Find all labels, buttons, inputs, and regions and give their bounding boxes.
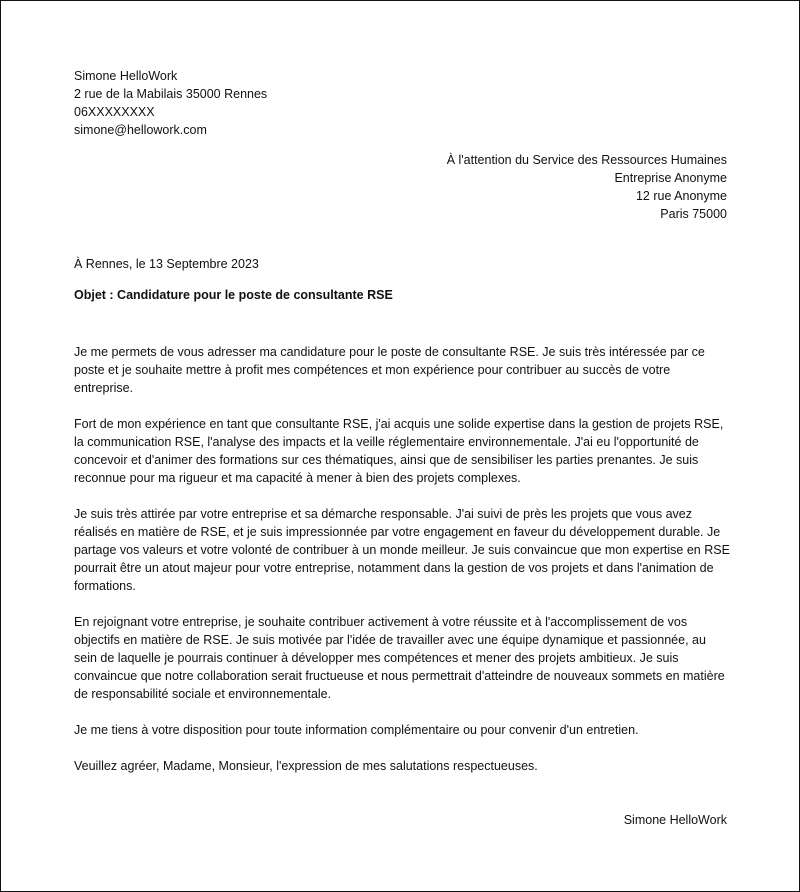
letter-date: À Rennes, le 13 Septembre 2023: [74, 257, 259, 271]
recipient-city: Paris 75000: [660, 207, 727, 221]
body-paragraph: En rejoignant votre entreprise, je souhaite contribuer activement à votre réussite et à l'accomplissement de vos objectifs en matière de RSE. Je suis motivée par l'idée de travailler avec une équipe dynamique et passionnée, au sein de laquelle je pourrais continuer à développer mes compétences et mener des projets ambitieux. Je suis convaincue que notre collaboration serait fructueuse et nous permettrait d'atteindre de nouveaux sommets en matière de responsabilité sociale et environnementale.: [74, 615, 725, 701]
sender-email: simone@hellowork.com: [74, 123, 207, 137]
sender-address: 2 rue de la Mabilais 35000 Rennes: [74, 87, 268, 101]
body-paragraph: Je me tiens à votre disposition pour toute information complémentaire ou pour convenir d'un entretien.: [74, 723, 639, 737]
recipient-block: [447, 151, 727, 223]
body-paragraph: Je me permets de vous adresser ma candidature pour le poste de consultante RSE. Je suis très intéressée par ce poste et je souhaite mettre à profit mes compétences et mon expérience pour contribuer au succès de votre entreprise.: [74, 345, 705, 395]
letter-subject: Objet : Candidature pour le poste de consultante RSE: [74, 288, 393, 302]
sender-phone: 06XXXXXXXX: [74, 105, 155, 119]
letter-body: [74, 343, 730, 793]
body-paragraph: Fort de mon expérience en tant que consultante RSE, j'ai acquis une solide expertise dans la gestion de projets RSE, la communication RSE, l'analyse des impacts et la veille réglementaire environnementale. J'ai eu l'opportunité de concevoir et d'animer des formations sur ces thématiques, ainsi que de sensibiliser les parties prenantes. Je suis reconnue pour ma rigueur et ma capacité à mener à bien des projets complexes.: [74, 417, 724, 485]
signature: Simone HelloWork: [623, 813, 727, 827]
recipient-company: Entreprise Anonyme: [614, 171, 727, 185]
recipient-street: 12 rue Anonyme: [635, 189, 727, 203]
sender-block: [74, 67, 267, 139]
sender-name: Simone HelloWork: [74, 69, 178, 83]
body-paragraph: Je suis très attirée par votre entreprise et sa démarche responsable. J'ai suivi de près les projets que vous avez réalisés en matière de RSE, et je suis impressionnée par votre engagement en faveur du développement durable. Je partage vos valeurs et votre volonté de contribuer à un monde meilleur. Je suis convaincue que mon expertise en RSE pourrait être un atout majeur pour votre entreprise, notamment dans la gestion de vos projets et dans l'animation de formations.: [74, 507, 730, 593]
closing-paragraph: Veuillez agréer, Madame, Monsieur, l'expression de mes salutations respectueuses.: [74, 759, 538, 773]
recipient-attention: À l'attention du Service des Ressources Humaines: [446, 153, 727, 167]
